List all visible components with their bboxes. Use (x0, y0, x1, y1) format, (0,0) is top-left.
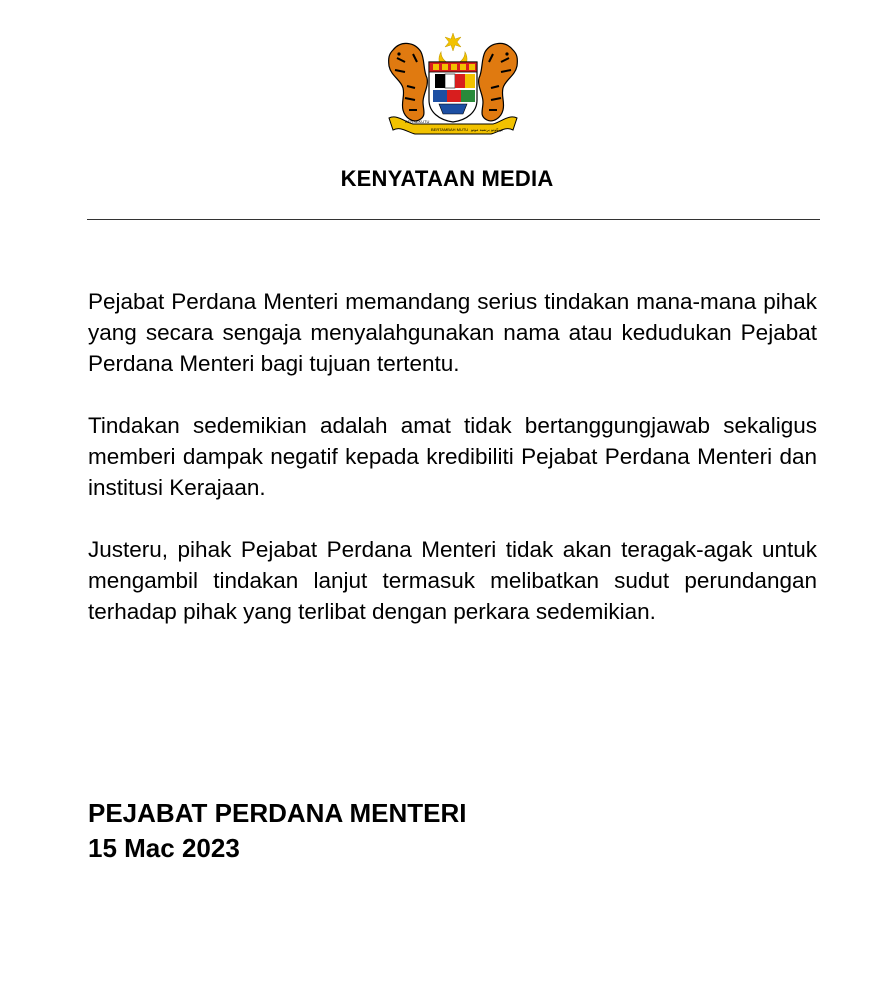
motto-left-text: BERSEKUTU (405, 119, 430, 124)
motto-right-text: بريکوتو برتمبه موتو (471, 127, 503, 132)
left-tiger-icon (389, 43, 428, 120)
header-divider (87, 219, 820, 220)
signature-office: PEJABAT PERDANA MENTERI (88, 798, 467, 828)
right-tiger-icon (479, 43, 518, 120)
paragraph-3: Justeru, pihak Pejabat Perdana Menteri tidak akan teragak-agak untuk mengambil tindakan lanjut termasuk melibatkan sudut perundangan terhadap pihak yang terlibat dengan perkara sedemikian. (88, 537, 817, 624)
motto-center-text: BERTAMBAH MUTU (431, 127, 469, 132)
malaysia-coat-of-arms-logo (383, 30, 523, 140)
statement-body (88, 286, 817, 658)
signature-date: 15 Mac 2023 (88, 833, 240, 863)
paragraph-2: Tindakan sedemikian adalah amat tidak bertanggungjawab sekaligus memberi dampak negatif kepada kredibiliti Pejabat Perdana Menteri dan institusi Kerajaan. (88, 413, 817, 500)
signature-block (88, 796, 466, 866)
paragraph-1: Pejabat Perdana Menteri memandang serius tindakan mana-mana pihak yang secara sengaja menyalahgunakan nama atau kedudukan Pejabat Perdana Menteri bagi tujuan tertentu. (88, 289, 817, 376)
shield-icon (429, 62, 477, 122)
document-title: KENYATAAN MEDIA (340, 166, 554, 191)
